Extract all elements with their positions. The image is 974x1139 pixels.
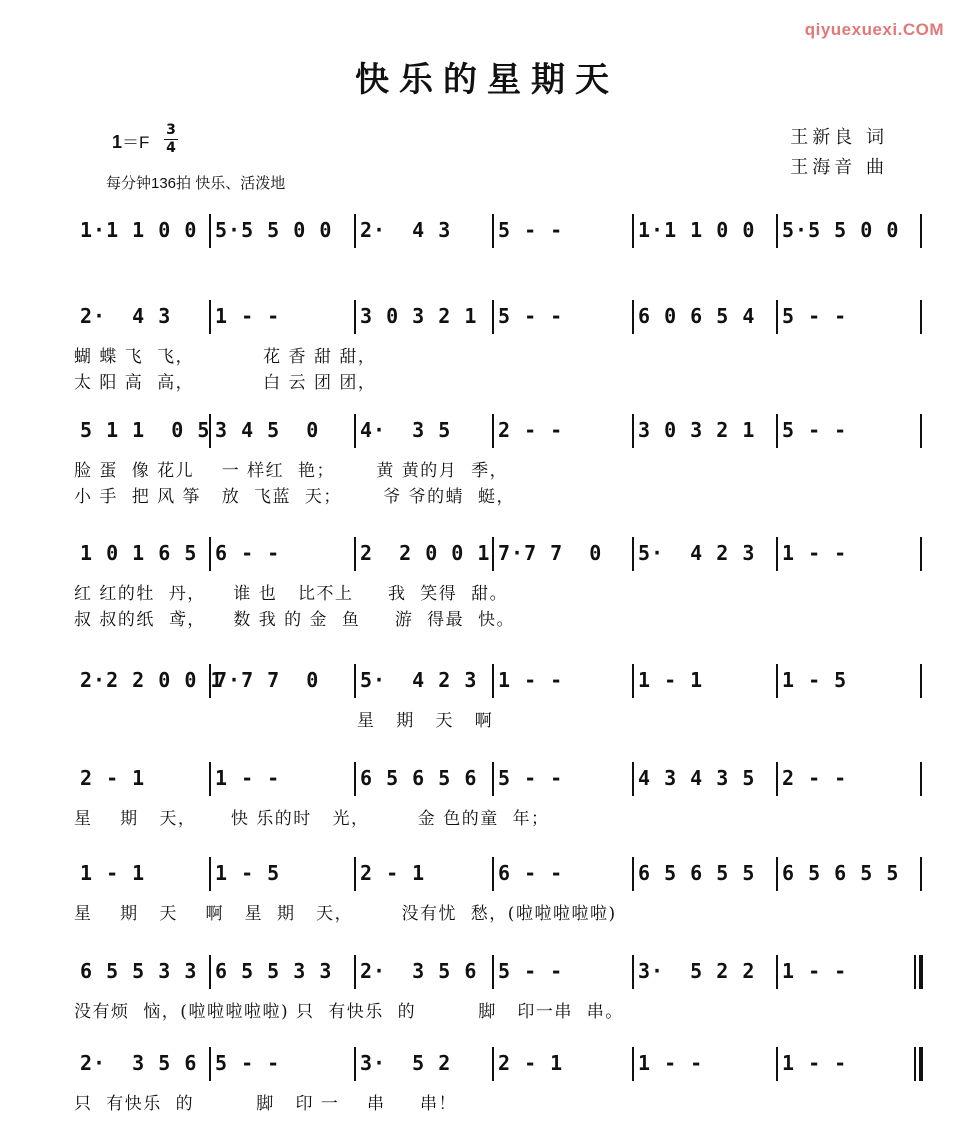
barline: [920, 664, 922, 698]
staff-line: [74, 760, 924, 796]
key-signature: [112, 128, 149, 153]
measure-notes: 5·5 5 0 0: [782, 218, 900, 242]
measure-notes: 2 2 0 0 1: [360, 541, 491, 565]
barline: [920, 214, 922, 248]
barline: [492, 414, 494, 448]
barline: [492, 1047, 494, 1081]
measure-notes: 6 0 6 5 4: [638, 304, 756, 328]
barline: [209, 1047, 211, 1081]
measure-notes: 1·1 1 0 0: [638, 218, 756, 242]
measure-notes: 3 0 3 2 1: [638, 418, 756, 442]
barline: [632, 955, 634, 989]
lyric-line: 星 期 天， 快 乐的时 光， 金 色的童 年；: [74, 809, 550, 829]
staff-line: [74, 953, 924, 989]
measure-notes: 5· 4 2 3: [638, 541, 756, 565]
barline: [632, 537, 634, 571]
lyric-line: 星 期 天 啊: [74, 711, 494, 731]
credits: [790, 123, 888, 183]
barline: [920, 414, 922, 448]
measure-notes: 2·2 2 0 0 1: [80, 668, 224, 692]
barline: [354, 214, 356, 248]
barline: [632, 414, 634, 448]
barline: [354, 1047, 356, 1081]
measure-notes: 2· 4 3: [360, 218, 452, 242]
staff-line: [74, 855, 924, 891]
measure-notes: 2 - -: [782, 766, 848, 790]
score-system: [74, 760, 924, 829]
measure-notes: 2 - 1: [498, 1051, 564, 1075]
song-title: 快乐的星期天: [355, 60, 619, 100]
measure-notes: 2 - 1: [360, 861, 426, 885]
score-system: [74, 855, 924, 924]
measure-notes: 6 - -: [498, 861, 564, 885]
lyric-line: 没有烦 恼，(啦啦啦啦啦) 只 有快乐 的 脚 印一串 串。: [74, 1002, 624, 1022]
barline: [776, 1047, 778, 1081]
staff-line: [74, 662, 924, 698]
barline: [920, 857, 922, 891]
lyricist-credit: 王新良 词: [790, 127, 888, 148]
barline: [492, 955, 494, 989]
measure-notes: 5 - -: [498, 304, 564, 328]
measure-notes: 3 4 5 0: [215, 418, 320, 442]
measure-notes: 2· 4 3: [80, 304, 172, 328]
barline: [776, 955, 778, 989]
staff-line: [74, 1045, 924, 1081]
measure-notes: 5 1 1 0 5: [80, 418, 211, 442]
lyric-line: 星 期 天 啊 星 期 天， 没有忧 愁，(啦啦啦啦啦): [74, 904, 617, 924]
barline: [776, 762, 778, 796]
measure-notes: 2 - 1: [80, 766, 146, 790]
key-rest: ＝F: [122, 133, 150, 152]
barline: [354, 955, 356, 989]
measure-notes: 5 - -: [782, 304, 848, 328]
barline: [632, 300, 634, 334]
barline: [492, 664, 494, 698]
barline: [776, 300, 778, 334]
time-signature: [164, 122, 178, 157]
measure-notes: 3· 5 2: [360, 1051, 452, 1075]
barline: [776, 537, 778, 571]
barline: [776, 857, 778, 891]
lyric-line: 小 手 把 风 筝 放 飞蓝 天； 爷 爷的蜻 蜓，: [74, 487, 515, 507]
measure-notes: 1 - -: [782, 1051, 848, 1075]
measure-notes: 1 - 5: [215, 861, 281, 885]
measure-notes: 4 3 4 3 5: [638, 766, 756, 790]
barline: [632, 762, 634, 796]
measure-notes: 4· 3 5: [360, 418, 452, 442]
watermark-logo: qiyuexuexi.COM: [804, 20, 944, 39]
barline: [632, 1047, 634, 1081]
lyric-line: 只 有快乐 的 脚 印 一 串 串！: [74, 1094, 457, 1114]
score-system: [74, 662, 924, 731]
barline: [920, 537, 922, 571]
measure-notes: 6 5 6 5 6: [360, 766, 478, 790]
measure-notes: 1 - -: [638, 1051, 704, 1075]
lyric-line: 蝴 蝶 飞 飞， 花 香 甜 甜，: [74, 347, 377, 367]
barline: [209, 762, 211, 796]
barline: [209, 214, 211, 248]
measure-notes: 6 5 5 3 3: [215, 959, 333, 983]
measure-notes: 1 - -: [782, 541, 848, 565]
measure-notes: 1 - -: [215, 304, 281, 328]
barline: [209, 857, 211, 891]
barline: [209, 537, 211, 571]
measure-notes: 1 - 5: [782, 668, 848, 692]
measure-notes: 3· 5 2 2: [638, 959, 756, 983]
time-numerator: 3: [166, 122, 176, 138]
measure-notes: 1 - -: [215, 766, 281, 790]
measure-notes: 1 - -: [782, 959, 848, 983]
barline: [209, 955, 211, 989]
barline: [354, 300, 356, 334]
barline: [920, 762, 922, 796]
barline: [776, 664, 778, 698]
barline: [632, 664, 634, 698]
barline: [354, 414, 356, 448]
measure-notes: 7·7 7 0: [498, 541, 603, 565]
staff-line: [74, 212, 924, 248]
time-denominator: 4: [164, 139, 178, 157]
lyric-line: 叔 叔的纸 鸢， 数 我 的 金 鱼 游 得最 快。: [74, 610, 515, 630]
score-system: [74, 298, 924, 393]
measure-notes: 1 0 1 6 5: [80, 541, 198, 565]
tempo-marking: 每分钟136拍 快乐、活泼地: [106, 175, 286, 192]
measure-notes: 6 - -: [215, 541, 281, 565]
barline: [492, 857, 494, 891]
staff-line: [74, 412, 924, 448]
barline: [492, 214, 494, 248]
score-system: [74, 953, 924, 1022]
barline: [632, 214, 634, 248]
measure-notes: 5 - -: [498, 218, 564, 242]
barline: [632, 857, 634, 891]
measure-notes: 5·5 5 0 0: [215, 218, 333, 242]
lyric-line: 太 阳 高 高， 白 云 团 团，: [74, 373, 377, 393]
measure-notes: 6 5 6 5 5: [782, 861, 900, 885]
measure-notes: 5 - -: [498, 766, 564, 790]
barline: [492, 762, 494, 796]
measure-notes: 2 - -: [498, 418, 564, 442]
barline: [776, 214, 778, 248]
lyric-line: 脸 蛋 像 花儿 一 样红 艳； 黄 黄的月 季，: [74, 461, 509, 481]
score-system: [74, 412, 924, 507]
measure-notes: 1 - -: [498, 668, 564, 692]
lyric-line: 红 红的牡 丹， 谁 也 比不上 我 笑得 甜。: [74, 584, 509, 604]
measure-notes: 1 - 1: [638, 668, 704, 692]
barline: [492, 300, 494, 334]
barline: [209, 300, 211, 334]
staff-line: [74, 535, 924, 571]
measure-notes: 7·7 7 0: [215, 668, 320, 692]
composer-credit: 王海音 曲: [790, 157, 888, 178]
measure-notes: 3 0 3 2 1: [360, 304, 478, 328]
measure-notes: 1·1 1 0 0: [80, 218, 198, 242]
measure-notes: 1 - 1: [80, 861, 146, 885]
measure-notes: 6 5 6 5 5: [638, 861, 756, 885]
measure-notes: 2· 3 5 6: [360, 959, 478, 983]
measure-notes: 5 - -: [498, 959, 564, 983]
barline: [920, 300, 922, 334]
barline: [354, 664, 356, 698]
score-system: [74, 1045, 924, 1114]
staff-line: [74, 298, 924, 334]
measure-notes: 5 - -: [782, 418, 848, 442]
score-system: [74, 212, 924, 248]
barline: [354, 857, 356, 891]
barline: [354, 762, 356, 796]
key-tonic: 1: [112, 132, 123, 152]
measure-notes: 2· 3 5 6: [80, 1051, 198, 1075]
measure-notes: 5 - -: [215, 1051, 281, 1075]
barline: [354, 537, 356, 571]
measure-notes: 5· 4 2 3: [360, 668, 478, 692]
score-system: [74, 535, 924, 630]
barline: [492, 537, 494, 571]
measure-notes: 6 5 5 3 3: [80, 959, 198, 983]
barline: [776, 414, 778, 448]
